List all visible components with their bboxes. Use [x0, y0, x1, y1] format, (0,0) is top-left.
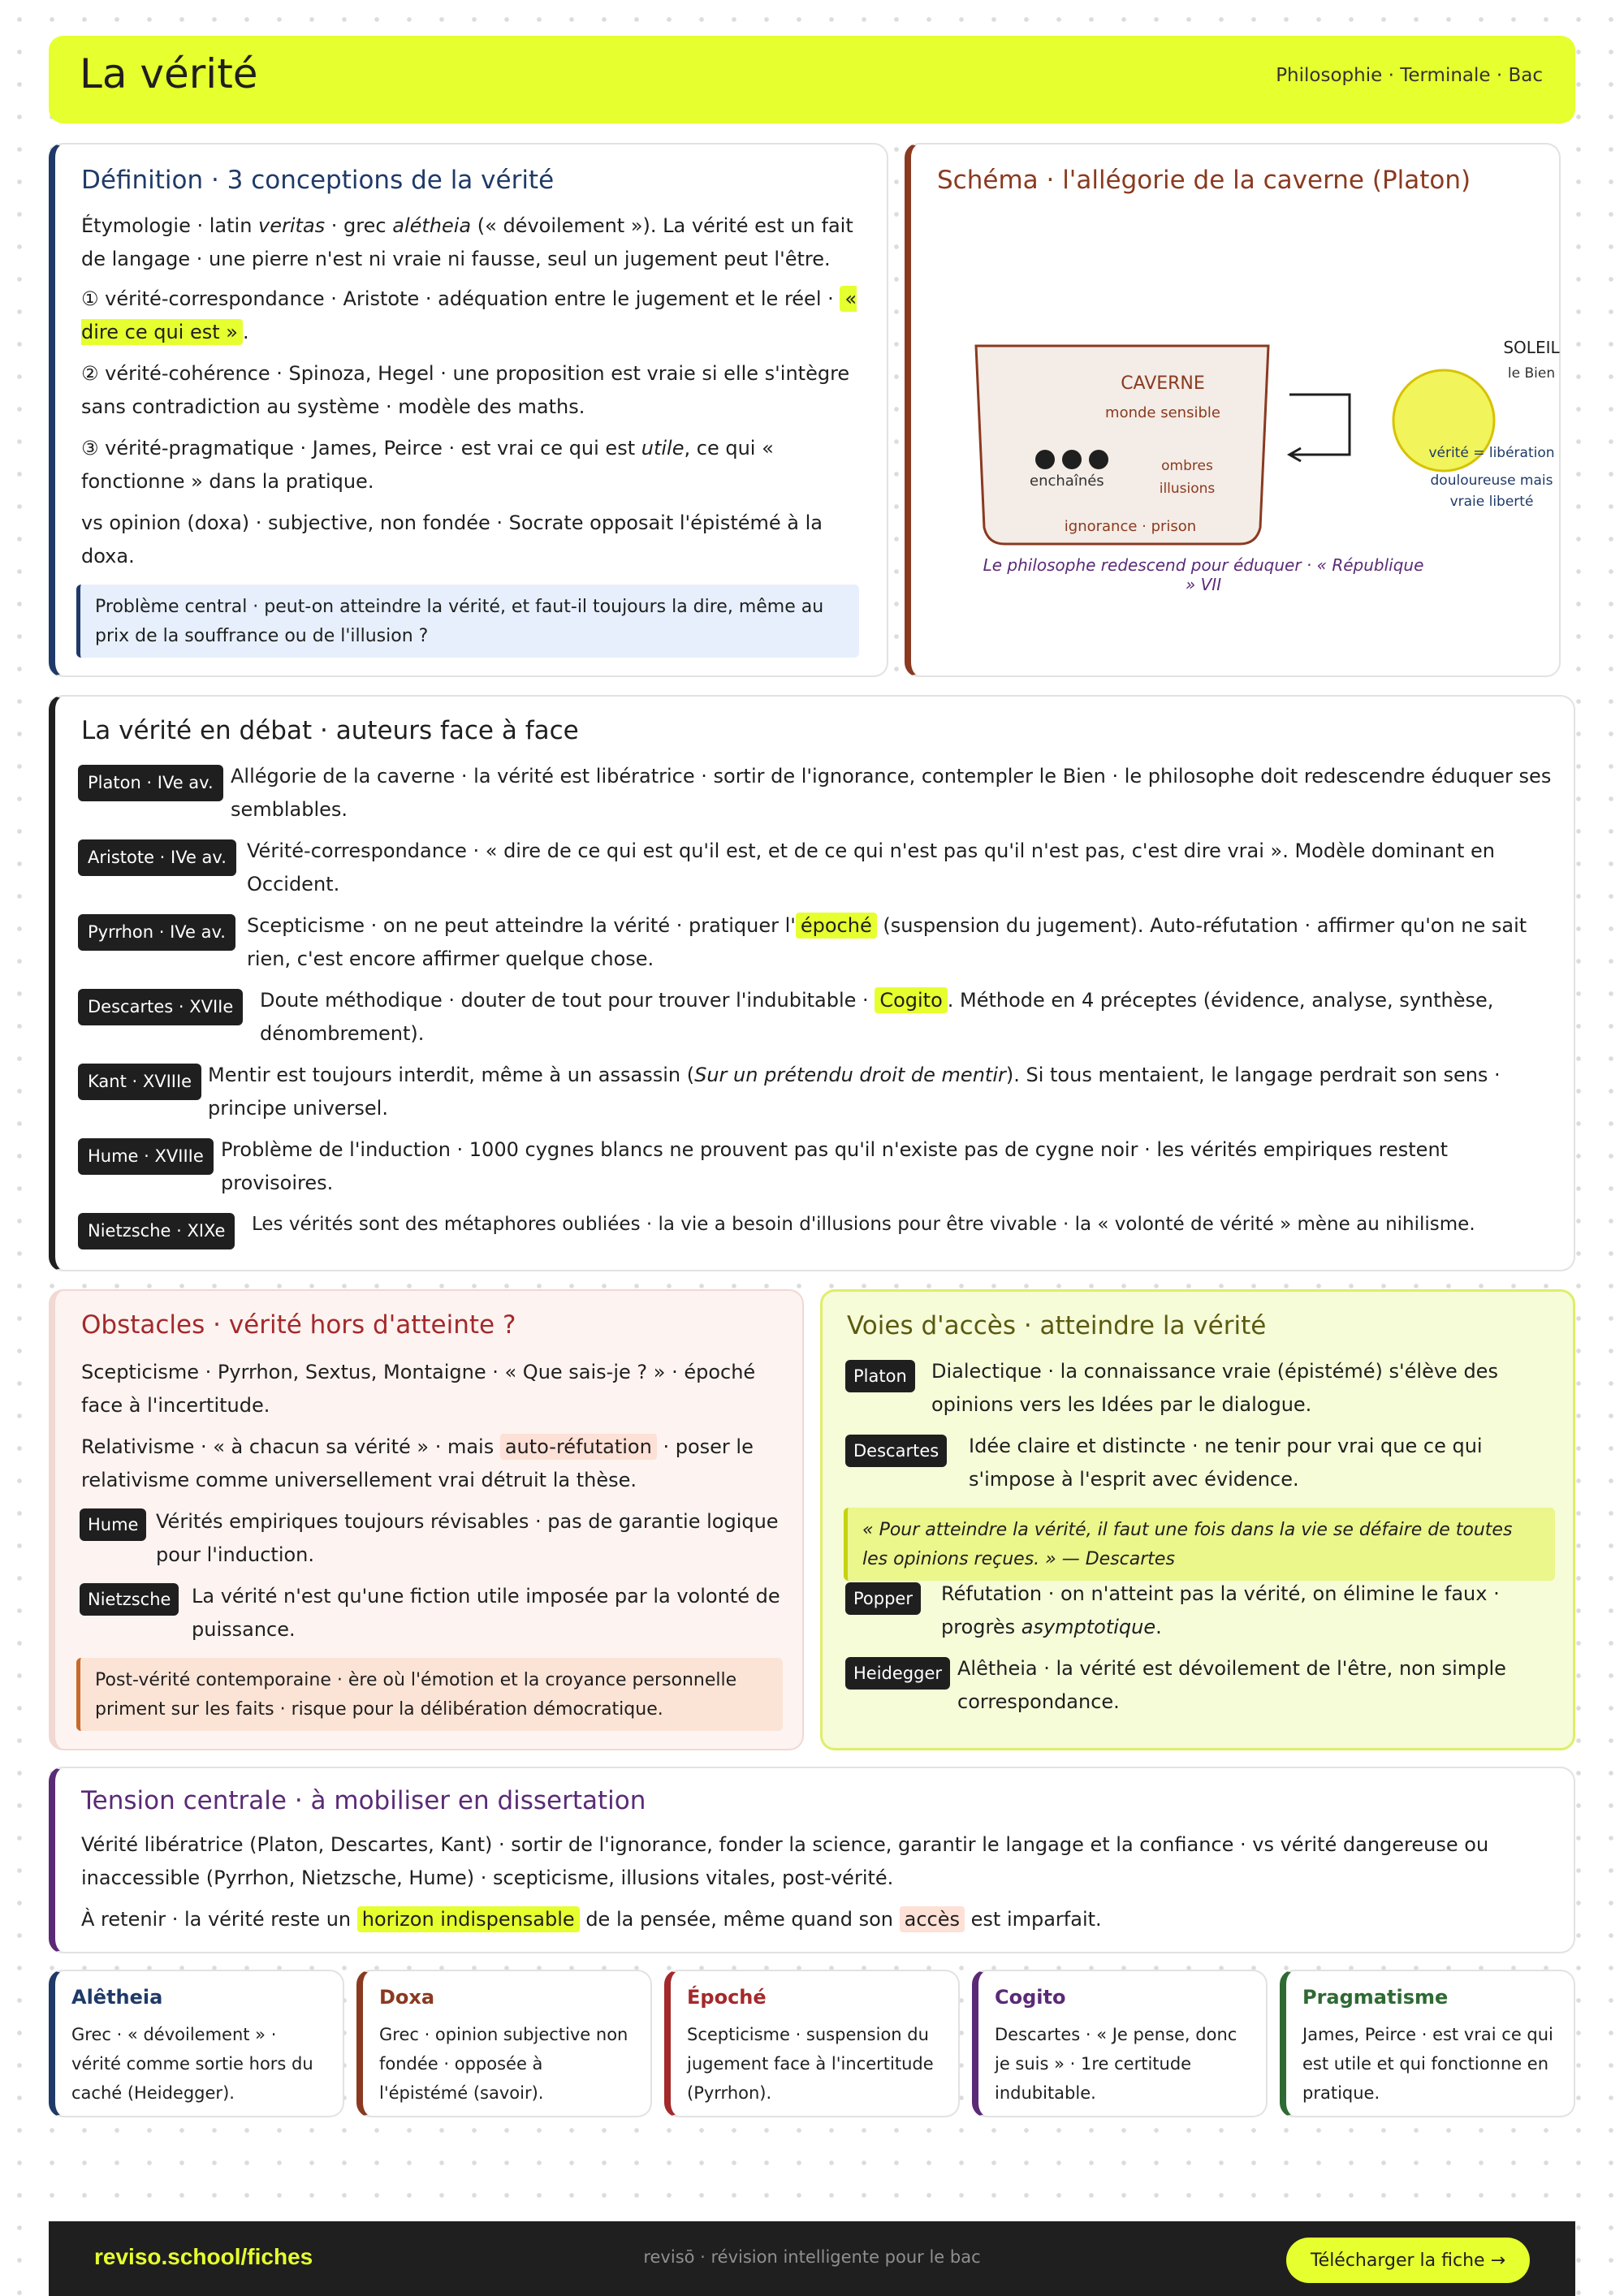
schema-caption: Le philosophe redescend pour éduquer · « République » VII — [983, 555, 1424, 594]
footer-tagline: revisō · révision intelligente pour le bac — [643, 2247, 981, 2267]
highlight-acces: accès — [900, 1906, 965, 1932]
retain-text: À retenir · la vérité reste un horizon indispensable de la pensée, même quand son accès est imparfait. — [81, 1908, 1102, 1931]
glossary-term: Cogito — [995, 1986, 1066, 2009]
scepticism-text: Scepticisme · Pyrrhon, Sextus, Montaigne · « Que sais-je ? » · époché face à l'incertitude. — [81, 1361, 756, 1417]
glossary-card-doxa — [356, 1970, 652, 2117]
glossary-definition: Grec · opinion subjective non fondée · opposée à l'épistémé (savoir). — [379, 2025, 628, 2103]
author-tag-hume: Hume · XVIIIe — [78, 1138, 214, 1175]
descartes-quote: « Pour atteindre la vérité, il faut une fois dans la vie se défaire de toutes les opinions reçues. » — Descartes — [844, 1508, 1555, 1581]
truth-line-2: douloureuse mais — [1430, 473, 1553, 489]
tension-text: Vérité libératrice (Platon, Descartes, Kant) · sortir de l'ignorance, fonder la science, garantir le langage et la confiance · vs vérité dangereuse ou inaccessible (Pyrrhon, Nietzsche, Hume) · scepticisme, illusions vitales, post-vérité. — [81, 1833, 1489, 1889]
glossary-definition: Grec · « dévoilement » · vérité comme sortie hors du caché (Heidegger). — [71, 2025, 313, 2103]
author-tag-pyrrhon: Pyrrhon · IVe av. — [78, 914, 235, 951]
glossary-definition: Descartes · « Je pense, donc je suis » · 1re certitude indubitable. — [995, 2025, 1237, 2103]
obstacle-text-nietzsche: La vérité n'est qu'une fiction utile imposée par la volonté de puissance. — [192, 1585, 780, 1641]
ignorance-label: ignorance · prison — [1064, 518, 1197, 535]
tension-card — [49, 1767, 1575, 1953]
author-text-hume: Problème de l'induction · 1000 cygnes blancs ne prouvent pas qu'il n'existe pas de cygne noir · les vérités empiriques restent provisoires. — [221, 1138, 1449, 1194]
opinion-text: vs opinion (doxa) · subjective, non fondée · Socrate opposait l'épistémé à la doxa. — [81, 511, 823, 568]
glossary-term: Doxa — [379, 1986, 435, 2009]
glossary-card-aletheia — [49, 1970, 344, 2117]
cave-diagram — [911, 209, 1553, 664]
author-text-descartes: Doute méthodique · douter de tout pour trouver l'indubitable · Cogito . Méthode en 4 préceptes (évidence, analyse, synthèse, dénombrement). — [260, 989, 1494, 1045]
obstacle-text-hume: Vérités empiriques toujours révisables · pas de garantie logique pour l'induction. — [156, 1510, 779, 1566]
author-tag-aristote: Aristote · IVe av. — [78, 839, 236, 876]
download-button[interactable]: Télécharger la fiche → — [1286, 2238, 1530, 2283]
obstacles-title: Obstacles · vérité hors d'atteinte ? — [81, 1310, 516, 1340]
conception-pragmatique: ③ vérité-pragmatique · James, Peirce · est vrai ce qui est utile, ce qui « fonctionne » dans la pratique. — [81, 437, 774, 493]
tension-title: Tension centrale · à mobiliser en dissertation — [81, 1786, 646, 1815]
access-tag-heidegger: Heidegger — [845, 1657, 950, 1690]
prisoner-dot — [1035, 450, 1055, 469]
obstacle-tag-nietzsche: Nietzsche — [80, 1583, 179, 1616]
author-tag-nietzsche: Nietzsche · XIXe — [78, 1213, 235, 1249]
shadows-label: ombres — [1161, 458, 1213, 474]
glossary-card-cogito — [972, 1970, 1268, 2117]
exit-arrow — [1289, 395, 1350, 455]
obstacle-tag-hume: Hume — [80, 1508, 146, 1541]
etymology-text: Étymologie · latin veritas · grec alétheia (« dévoilement »). La vérité est un fait de langage · une pierre n'est ni vraie ni fausse, seul un jugement peut l'être. — [81, 214, 853, 270]
cave-subtitle: monde sensible — [1105, 404, 1220, 421]
relativism-text: Relativisme · « à chacun sa vérité » · mais auto-réfutation · poser le relativisme comme universellement vrai détruit la thèse. — [81, 1435, 754, 1491]
author-text-aristote: Vérité-correspondance · « dire de ce qui est qu'il est, et de ce qui n'est pas qu'il n'est pas, c'est dire vrai ». Modèle dominant en Occident. — [247, 839, 1496, 896]
access-title: Voies d'accès · atteindre la vérité — [847, 1311, 1267, 1340]
glossary-term: Époché — [687, 1986, 767, 2009]
schema-card — [905, 143, 1561, 677]
highlight-epoche: époché — [796, 913, 877, 939]
header-banner — [49, 36, 1575, 123]
chained-label: enchaînés — [1030, 473, 1104, 490]
author-text-nietzsche: Les vérités sont des métaphores oubliées · la vie a besoin d'illusions pour être vivable · la « volonté de vérité » mène au nihilisme. — [252, 1214, 1475, 1235]
debate-title: La vérité en débat · auteurs face à face — [81, 716, 579, 745]
header-meta: Philosophie · Terminale · Bac — [1276, 65, 1543, 86]
definition-title: Définition · 3 conceptions de la vérité — [81, 166, 555, 195]
sun-title: SOLEIL — [1503, 338, 1560, 357]
post-truth-callout: Post-vérité contemporaine · ère où l'émotion et la croyance personnelle priment sur les faits · risque pour la délibération démocratique. — [76, 1658, 783, 1731]
glossary-definition: James, Peirce · est vrai ce qui est utile et qui fonctionne en pratique. — [1302, 2025, 1553, 2103]
access-text-heidegger: Alêtheia · la vérité est dévoilement de l'être, non simple correspondance. — [957, 1657, 1506, 1713]
access-text-popper: Réfutation · on n'atteint pas la vérité, on élimine le faux · progrès asymptotique. — [941, 1582, 1500, 1638]
author-tag-platon: Platon · IVe av. — [78, 765, 223, 801]
access-tag-descartes: Descartes — [845, 1435, 947, 1467]
glossary-term: Pragmatisme — [1302, 1986, 1449, 2009]
sun-subtitle: le Bien — [1507, 365, 1556, 382]
highlight-horizon: horizon indispensable — [357, 1906, 580, 1932]
schema-title: Schéma · l'allégorie de la caverne (Platon) — [937, 166, 1471, 195]
conception-coherence: ② vérité-cohérence · Spinoza, Hegel · une proposition est vraie si elle s'intègre sans contradiction au système · modèle des maths. — [81, 362, 850, 418]
author-tag-descartes: Descartes · XVIIe — [78, 989, 243, 1025]
access-text-descartes: Idée claire et distincte · ne tenir pour vrai que ce qui s'impose à l'esprit avec évidence. — [969, 1435, 1483, 1491]
author-text-kant: Mentir est toujours interdit, même à un assassin (Sur un prétendu droit de mentir). Si tous mentaient, le langage perdrait son sens · principe universel. — [208, 1064, 1501, 1120]
definition-card — [49, 143, 888, 677]
conception-correspondance: ① vérité-correspondance · Aristote · adéquation entre le jugement et le réel · « dire ce qui est » . — [81, 287, 857, 343]
glossary-card-pragmatisme — [1280, 1970, 1575, 2117]
author-text-pyrrhon: Scepticisme · on ne peut atteindre la vérité · pratiquer l' époché (suspension du jugement). Auto-réfutation · affirmer qu'on ne sait rien, c'est encore affirmer quelque chose. — [247, 914, 1527, 970]
footer — [49, 2221, 1575, 2296]
illusions-label: illusions — [1159, 481, 1216, 497]
prisoner-dot — [1062, 450, 1082, 469]
highlight-dire-ce-qui-est: « dire ce qui est » — [81, 287, 857, 343]
problem-callout: Problème central · peut-on atteindre la vérité, et faut-il toujours la dire, même au prix de la souffrance ou de l'illusion ? — [76, 585, 859, 658]
access-card — [820, 1289, 1575, 1750]
author-text-platon: Allégorie de la caverne · la vérité est libératrice · sortir de l'ignorance, contempler le Bien · le philosophe doit redescendre éduquer ses semblables. — [231, 765, 1552, 821]
obstacles-card — [49, 1289, 804, 1750]
glossary-term: Alêtheia — [71, 1986, 163, 2009]
access-text-platon: Dialectique · la connaissance vraie (épistémé) s'élève des opinions vers les Idées par le dialogue. — [931, 1360, 1498, 1416]
cave-title: CAVERNE — [1121, 373, 1205, 394]
debate-card — [49, 695, 1575, 1271]
access-tag-popper: Popper — [845, 1582, 921, 1615]
prisoner-dot — [1089, 450, 1108, 469]
highlight-auto-refutation: auto-réfutation — [500, 1434, 657, 1460]
glossary-card-epoche — [664, 1970, 960, 2117]
access-tag-platon: Platon — [845, 1360, 915, 1392]
page-title: La vérité — [80, 50, 258, 97]
truth-line-1: vérité = libération — [1428, 445, 1555, 461]
glossary-definition: Scepticisme · suspension du jugement face à l'incertitude (Pyrrhon). — [687, 2025, 934, 2103]
highlight-cogito: Cogito — [875, 987, 947, 1013]
brand-link[interactable]: reviso.school/fiches — [94, 2244, 313, 2269]
author-tag-kant: Kant · XVIIIe — [78, 1064, 201, 1100]
truth-line-3: vraie liberté — [1449, 494, 1534, 510]
